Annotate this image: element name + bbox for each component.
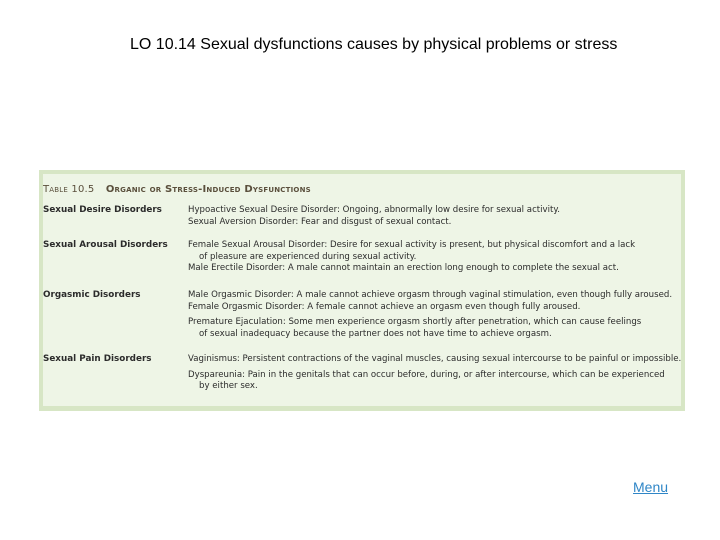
desc-line: Male Orgasmic Disorder: A male cannot achieve orgasm through vaginal stimulation, even though fully aroused. bbox=[188, 290, 673, 300]
desc-line: of pleasure are experienced during sexual activity. bbox=[199, 251, 417, 262]
desc-line: Hypoactive Sexual Desire Disorder: Ongoing, abnormally low desire for sexual activity. bbox=[188, 205, 560, 215]
category-sexual-desire: Sexual Desire Disorders bbox=[43, 205, 162, 215]
desc-line: of sexual inadequacy because the partner does not have time to achieve orgasm. bbox=[199, 328, 552, 339]
category-orgasmic: Orgasmic Disorders bbox=[43, 290, 141, 300]
table-label: Table 10.5 bbox=[43, 184, 95, 195]
desc-line: Sexual Aversion Disorder: Fear and disgust of sexual contact. bbox=[188, 216, 452, 227]
slide-title: LO 10.14 Sexual dysfunctions causes by physical problems or stress bbox=[130, 36, 618, 53]
row-arousal-descriptions bbox=[188, 240, 635, 275]
desc-line: Male Erectile Disorder: A male cannot maintain an erection long enough to complete the sexual act. bbox=[188, 263, 619, 273]
table-heading: Organic or Stress-Induced Dysfunctions bbox=[105, 184, 311, 195]
category-sexual-pain: Sexual Pain Disorders bbox=[43, 354, 152, 364]
desc-line: by either sex. bbox=[199, 381, 258, 391]
menu-link[interactable]: Menu bbox=[633, 479, 669, 495]
row-orgasmic-descriptions bbox=[188, 290, 672, 340]
category-sexual-arousal: Sexual Arousal Disorders bbox=[43, 240, 168, 250]
table-body bbox=[43, 174, 681, 406]
desc-line: Female Orgasmic Disorder: A female cannot achieve an orgasm even though fully aroused. bbox=[188, 301, 581, 312]
desc-line: Dyspareunia: Pain in the genitals that can occur before, during, or after intercourse, which can be experienced bbox=[188, 369, 665, 380]
row-desire-descriptions bbox=[188, 205, 560, 228]
row-pain-descriptions bbox=[188, 354, 681, 393]
desc-line: Female Sexual Arousal Disorder: Desire for sexual activity is present, but physical discomfort and a lack bbox=[188, 240, 636, 250]
desc-line: Premature Ejaculation: Some men experience orgasm shortly after penetration, which can cause feelings bbox=[188, 317, 642, 327]
desc-line: Vaginismus: Persistent contractions of the vaginal muscles, causing sexual intercourse to be painful or impossible. bbox=[188, 354, 682, 364]
